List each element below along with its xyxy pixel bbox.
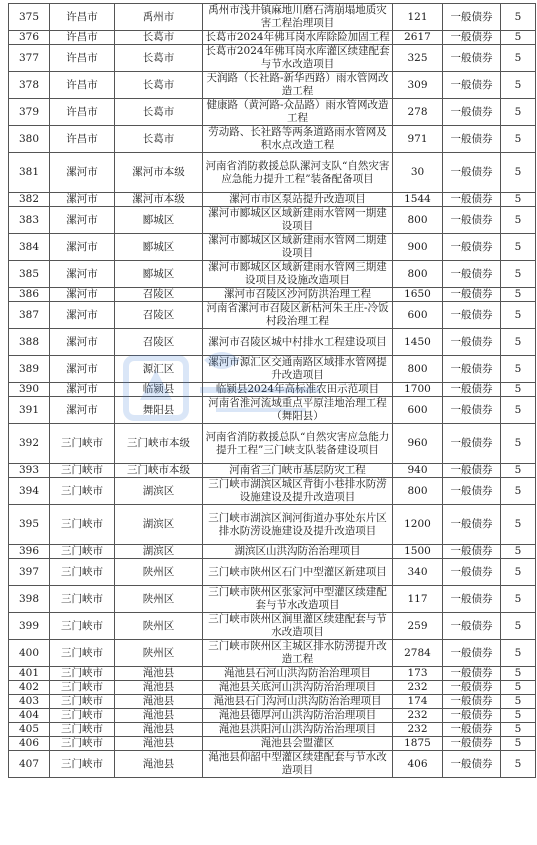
- project-name-cell: 三门峡市陕州区主城区排水防涝提升改造工程: [203, 640, 393, 667]
- county-cell: 渑池县: [115, 737, 203, 751]
- project-table: [8, 3, 536, 778]
- row-number: 385: [9, 261, 50, 288]
- amount-cell: 600: [393, 397, 443, 424]
- county-cell: 陕州区: [115, 640, 203, 667]
- county-cell: 渑池县: [115, 681, 203, 695]
- county-cell: 湖滨区: [115, 505, 203, 545]
- county-cell: 长葛市: [115, 126, 203, 153]
- term-cell: 5: [501, 397, 536, 424]
- project-name-cell: 湖滨区山洪沟防治治理项目: [203, 545, 393, 559]
- table-body: [9, 4, 536, 778]
- row-number: 384: [9, 234, 50, 261]
- term-cell: 5: [501, 31, 536, 45]
- bond-type-cell: 一般债券: [443, 695, 501, 709]
- term-cell: 5: [501, 329, 536, 356]
- bond-type-cell: 一般债券: [443, 99, 501, 126]
- city-cell: 许昌市: [50, 45, 115, 72]
- county-cell: 禹州市: [115, 4, 203, 31]
- county-cell: 陕州区: [115, 559, 203, 586]
- city-cell: 许昌市: [50, 72, 115, 99]
- table-row: [9, 464, 536, 478]
- table-row: [9, 4, 536, 31]
- bond-type-cell: 一般债券: [443, 545, 501, 559]
- city-cell: 三门峡市: [50, 478, 115, 505]
- amount-cell: 232: [393, 681, 443, 695]
- term-cell: 5: [501, 356, 536, 383]
- project-name-cell: 三门峡市陕州区张家河中型灌区续建配套与节水改造项目: [203, 586, 393, 613]
- table-row: [9, 681, 536, 695]
- bond-type-cell: 一般债券: [443, 464, 501, 478]
- table-row: [9, 478, 536, 505]
- table-row: [9, 751, 536, 778]
- table-row: [9, 397, 536, 424]
- project-name-cell: 三门峡市湖滨区城区背街小巷排水防涝设施建设及提升改造项目: [203, 478, 393, 505]
- city-cell: 三门峡市: [50, 424, 115, 464]
- table-row: [9, 737, 536, 751]
- row-number: 375: [9, 4, 50, 31]
- city-cell: 漯河市: [50, 383, 115, 397]
- row-number: 404: [9, 709, 50, 723]
- table-row: [9, 153, 536, 193]
- city-cell: 漯河市: [50, 397, 115, 424]
- row-number: 379: [9, 99, 50, 126]
- row-number: 401: [9, 667, 50, 681]
- table-row: [9, 586, 536, 613]
- bond-type-cell: 一般债券: [443, 681, 501, 695]
- term-cell: 5: [501, 126, 536, 153]
- amount-cell: 900: [393, 234, 443, 261]
- bond-type-cell: 一般债券: [443, 397, 501, 424]
- bond-type-cell: 一般债券: [443, 302, 501, 329]
- row-number: 403: [9, 695, 50, 709]
- amount-cell: 117: [393, 586, 443, 613]
- project-name-cell: 三门峡市湖滨区涧河街道办事处东片区排水防涝设施建设及提升改造项目: [203, 505, 393, 545]
- county-cell: 渑池县: [115, 667, 203, 681]
- bond-type-cell: 一般债券: [443, 153, 501, 193]
- term-cell: 5: [501, 207, 536, 234]
- amount-cell: 600: [393, 302, 443, 329]
- bond-type-cell: 一般债券: [443, 586, 501, 613]
- bond-type-cell: 一般债券: [443, 31, 501, 45]
- table-row: [9, 709, 536, 723]
- amount-cell: 30: [393, 153, 443, 193]
- project-name-cell: 漯河市郾城区区域新建雨水管网三期建设项目及设施改造项目: [203, 261, 393, 288]
- bond-type-cell: 一般债券: [443, 667, 501, 681]
- county-cell: 湖滨区: [115, 478, 203, 505]
- county-cell: 漯河市本级: [115, 153, 203, 193]
- bond-type-cell: 一般债券: [443, 288, 501, 302]
- bond-type-cell: 一般债券: [443, 613, 501, 640]
- row-number: 399: [9, 613, 50, 640]
- amount-cell: 800: [393, 207, 443, 234]
- amount-cell: 121: [393, 4, 443, 31]
- amount-cell: 1500: [393, 545, 443, 559]
- bond-type-cell: 一般债券: [443, 383, 501, 397]
- county-cell: 郾城区: [115, 207, 203, 234]
- table-row: [9, 99, 536, 126]
- term-cell: 5: [501, 4, 536, 31]
- row-number: 378: [9, 72, 50, 99]
- term-cell: 5: [501, 99, 536, 126]
- bond-type-cell: 一般债券: [443, 126, 501, 153]
- city-cell: 漯河市: [50, 356, 115, 383]
- city-cell: 漯河市: [50, 234, 115, 261]
- county-cell: 舞阳县: [115, 397, 203, 424]
- term-cell: 5: [501, 153, 536, 193]
- amount-cell: 800: [393, 356, 443, 383]
- county-cell: 长葛市: [115, 72, 203, 99]
- city-cell: 三门峡市: [50, 464, 115, 478]
- table-row: [9, 505, 536, 545]
- row-number: 376: [9, 31, 50, 45]
- table-row: [9, 302, 536, 329]
- table-row: [9, 207, 536, 234]
- city-cell: 漯河市: [50, 261, 115, 288]
- table-row: [9, 424, 536, 464]
- county-cell: 长葛市: [115, 99, 203, 126]
- amount-cell: 2784: [393, 640, 443, 667]
- table-row: [9, 45, 536, 72]
- debt-project-table-page: [8, 3, 535, 778]
- term-cell: 5: [501, 424, 536, 464]
- table-row: [9, 640, 536, 667]
- amount-cell: 960: [393, 424, 443, 464]
- term-cell: 5: [501, 72, 536, 99]
- row-number: 395: [9, 505, 50, 545]
- term-cell: 5: [501, 505, 536, 545]
- county-cell: 郾城区: [115, 234, 203, 261]
- county-cell: 三门峡市本级: [115, 464, 203, 478]
- table-row: [9, 667, 536, 681]
- amount-cell: 259: [393, 613, 443, 640]
- term-cell: 5: [501, 261, 536, 288]
- row-number: 390: [9, 383, 50, 397]
- project-name-cell: 河南省消防救援总队“自然灾害应急能力提升工程”三门峡支队装备建设项目: [203, 424, 393, 464]
- row-number: 402: [9, 681, 50, 695]
- bond-type-cell: 一般债券: [443, 234, 501, 261]
- row-number: 394: [9, 478, 50, 505]
- project-name-cell: 渑池县关底河山洪沟防治治理项目: [203, 681, 393, 695]
- county-cell: 渑池县: [115, 751, 203, 778]
- project-name-cell: 漯河市郾城区区域新建雨水管网一期建设项目: [203, 207, 393, 234]
- table-row: [9, 288, 536, 302]
- city-cell: 许昌市: [50, 126, 115, 153]
- term-cell: 5: [501, 667, 536, 681]
- project-name-cell: 河南省消防救援总队漯河支队“自然灾害应急能力提升工程”装备配备项目: [203, 153, 393, 193]
- term-cell: 5: [501, 681, 536, 695]
- city-cell: 三门峡市: [50, 545, 115, 559]
- project-name-cell: 临颍县2024年高标准农田示范项目: [203, 383, 393, 397]
- row-number: 382: [9, 193, 50, 207]
- project-name-cell: 长葛市2024年佛耳岗水库除险加固工程: [203, 31, 393, 45]
- term-cell: 5: [501, 709, 536, 723]
- project-name-cell: 渑池县会盟灌区: [203, 737, 393, 751]
- row-number: 405: [9, 723, 50, 737]
- row-number: 391: [9, 397, 50, 424]
- city-cell: 许昌市: [50, 31, 115, 45]
- amount-cell: 1700: [393, 383, 443, 397]
- bond-type-cell: 一般债券: [443, 193, 501, 207]
- row-number: 389: [9, 356, 50, 383]
- amount-cell: 325: [393, 45, 443, 72]
- city-cell: 漯河市: [50, 153, 115, 193]
- bond-type-cell: 一般债券: [443, 505, 501, 545]
- row-number: 381: [9, 153, 50, 193]
- amount-cell: 800: [393, 478, 443, 505]
- city-cell: 三门峡市: [50, 723, 115, 737]
- project-name-cell: 三门峡市陕州区石门中型灌区新建项目: [203, 559, 393, 586]
- term-cell: 5: [501, 751, 536, 778]
- city-cell: 三门峡市: [50, 613, 115, 640]
- term-cell: 5: [501, 45, 536, 72]
- bond-type-cell: 一般债券: [443, 640, 501, 667]
- row-number: 400: [9, 640, 50, 667]
- amount-cell: 1650: [393, 288, 443, 302]
- county-cell: 召陵区: [115, 302, 203, 329]
- city-cell: 漯河市: [50, 302, 115, 329]
- term-cell: 5: [501, 559, 536, 586]
- amount-cell: 173: [393, 667, 443, 681]
- city-cell: 许昌市: [50, 99, 115, 126]
- city-cell: 漯河市: [50, 207, 115, 234]
- project-name-cell: 漯河市市区泵站提升改造项目: [203, 193, 393, 207]
- project-name-cell: 河南省漯河市召陵区新枯河朱王庄-冷饭村段治理工程: [203, 302, 393, 329]
- project-name-cell: 渑池县德厚河山洪沟防治治理项目: [203, 709, 393, 723]
- project-name-cell: 河南省三门峡市基层防灾工程: [203, 464, 393, 478]
- bond-type-cell: 一般债券: [443, 4, 501, 31]
- bond-type-cell: 一般债券: [443, 709, 501, 723]
- city-cell: 三门峡市: [50, 586, 115, 613]
- bond-type-cell: 一般债券: [443, 737, 501, 751]
- project-name-cell: 漯河市召陵区城中村排水工程建设项目: [203, 329, 393, 356]
- project-name-cell: 河南省淮河流域重点平原洼地治理工程（舞阳县）: [203, 397, 393, 424]
- county-cell: 渑池县: [115, 695, 203, 709]
- bond-type-cell: 一般债券: [443, 356, 501, 383]
- county-cell: 源汇区: [115, 356, 203, 383]
- amount-cell: 1450: [393, 329, 443, 356]
- project-name-cell: 渑池县仰韶中型灌区续建配套与节水改造项目: [203, 751, 393, 778]
- term-cell: 5: [501, 464, 536, 478]
- table-row: [9, 356, 536, 383]
- city-cell: 漯河市: [50, 193, 115, 207]
- term-cell: 5: [501, 640, 536, 667]
- amount-cell: 971: [393, 126, 443, 153]
- table-row: [9, 234, 536, 261]
- table-row: [9, 383, 536, 397]
- project-name-cell: 劳动路、长社路等两条道路雨水管网及积水点改造工程: [203, 126, 393, 153]
- term-cell: 5: [501, 613, 536, 640]
- bond-type-cell: 一般债券: [443, 559, 501, 586]
- city-cell: 三门峡市: [50, 667, 115, 681]
- county-cell: 陕州区: [115, 613, 203, 640]
- amount-cell: 232: [393, 723, 443, 737]
- table-row: [9, 126, 536, 153]
- city-cell: 三门峡市: [50, 709, 115, 723]
- row-number: 398: [9, 586, 50, 613]
- city-cell: 三门峡市: [50, 681, 115, 695]
- county-cell: 临颍县: [115, 383, 203, 397]
- amount-cell: 309: [393, 72, 443, 99]
- project-name-cell: 渑池县石河山洪沟防治治理项目: [203, 667, 393, 681]
- term-cell: 5: [501, 545, 536, 559]
- bond-type-cell: 一般债券: [443, 45, 501, 72]
- county-cell: 三门峡市本级: [115, 424, 203, 464]
- row-number: 386: [9, 288, 50, 302]
- row-number: 407: [9, 751, 50, 778]
- city-cell: 三门峡市: [50, 737, 115, 751]
- row-number: 396: [9, 545, 50, 559]
- county-cell: 渑池县: [115, 723, 203, 737]
- table-row: [9, 545, 536, 559]
- term-cell: 5: [501, 302, 536, 329]
- table-row: [9, 193, 536, 207]
- row-number: 392: [9, 424, 50, 464]
- county-cell: 湖滨区: [115, 545, 203, 559]
- bond-type-cell: 一般债券: [443, 723, 501, 737]
- project-name-cell: 渑池县洪阳河山洪沟防治治理项目: [203, 723, 393, 737]
- city-cell: 三门峡市: [50, 640, 115, 667]
- bond-type-cell: 一般债券: [443, 207, 501, 234]
- county-cell: 郾城区: [115, 261, 203, 288]
- amount-cell: 940: [393, 464, 443, 478]
- row-number: 380: [9, 126, 50, 153]
- county-cell: 漯河市本级: [115, 193, 203, 207]
- project-name-cell: 漯河市郾城区区域新建雨水管网二期建设项目: [203, 234, 393, 261]
- table-row: [9, 31, 536, 45]
- bond-type-cell: 一般债券: [443, 424, 501, 464]
- amount-cell: 1875: [393, 737, 443, 751]
- project-name-cell: 渑池县石门沟河山洪沟防治治理项目: [203, 695, 393, 709]
- table-row: [9, 695, 536, 709]
- city-cell: 三门峡市: [50, 751, 115, 778]
- term-cell: 5: [501, 737, 536, 751]
- row-number: 387: [9, 302, 50, 329]
- amount-cell: 2617: [393, 31, 443, 45]
- row-number: 397: [9, 559, 50, 586]
- term-cell: 5: [501, 383, 536, 397]
- county-cell: 长葛市: [115, 31, 203, 45]
- city-cell: 三门峡市: [50, 559, 115, 586]
- bond-type-cell: 一般债券: [443, 72, 501, 99]
- table-row: [9, 329, 536, 356]
- city-cell: 许昌市: [50, 4, 115, 31]
- project-name-cell: 健康路（黄河路-众品路）雨水管网改造工程: [203, 99, 393, 126]
- table-row: [9, 261, 536, 288]
- amount-cell: 174: [393, 695, 443, 709]
- bond-type-cell: 一般债券: [443, 329, 501, 356]
- project-name-cell: 漯河市源汇区交通南路区域排水管网提升改造项目: [203, 356, 393, 383]
- city-cell: 三门峡市: [50, 695, 115, 709]
- term-cell: 5: [501, 586, 536, 613]
- bond-type-cell: 一般债券: [443, 751, 501, 778]
- amount-cell: 340: [393, 559, 443, 586]
- row-number: 377: [9, 45, 50, 72]
- term-cell: 5: [501, 478, 536, 505]
- row-number: 388: [9, 329, 50, 356]
- term-cell: 5: [501, 193, 536, 207]
- project-name-cell: 天润路（长社路-新华西路）雨水管网改造工程: [203, 72, 393, 99]
- table-row: [9, 559, 536, 586]
- amount-cell: 232: [393, 709, 443, 723]
- amount-cell: 278: [393, 99, 443, 126]
- county-cell: 渑池县: [115, 709, 203, 723]
- bond-type-cell: 一般债券: [443, 261, 501, 288]
- table-row: [9, 723, 536, 737]
- amount-cell: 800: [393, 261, 443, 288]
- table-row: [9, 72, 536, 99]
- table-row: [9, 613, 536, 640]
- row-number: 383: [9, 207, 50, 234]
- county-cell: 长葛市: [115, 45, 203, 72]
- city-cell: 漯河市: [50, 288, 115, 302]
- row-number: 393: [9, 464, 50, 478]
- county-cell: 陕州区: [115, 586, 203, 613]
- term-cell: 5: [501, 234, 536, 261]
- city-cell: 漯河市: [50, 329, 115, 356]
- term-cell: 5: [501, 723, 536, 737]
- term-cell: 5: [501, 288, 536, 302]
- amount-cell: 1200: [393, 505, 443, 545]
- bond-type-cell: 一般债券: [443, 478, 501, 505]
- row-number: 406: [9, 737, 50, 751]
- city-cell: 三门峡市: [50, 505, 115, 545]
- amount-cell: 406: [393, 751, 443, 778]
- amount-cell: 1544: [393, 193, 443, 207]
- project-name-cell: 长葛市2024年佛耳岗水库灌区续建配套与节水改造项目: [203, 45, 393, 72]
- county-cell: 召陵区: [115, 288, 203, 302]
- project-name-cell: 禹州市浅井镇麻地川磨石湾崩塌地质灾害工程治理项目: [203, 4, 393, 31]
- county-cell: 召陵区: [115, 329, 203, 356]
- project-name-cell: 三门峡市陕州区涧里灌区续建配套与节水改造项目: [203, 613, 393, 640]
- project-name-cell: 漯河市召陵区沙河防洪治理工程: [203, 288, 393, 302]
- term-cell: 5: [501, 695, 536, 709]
